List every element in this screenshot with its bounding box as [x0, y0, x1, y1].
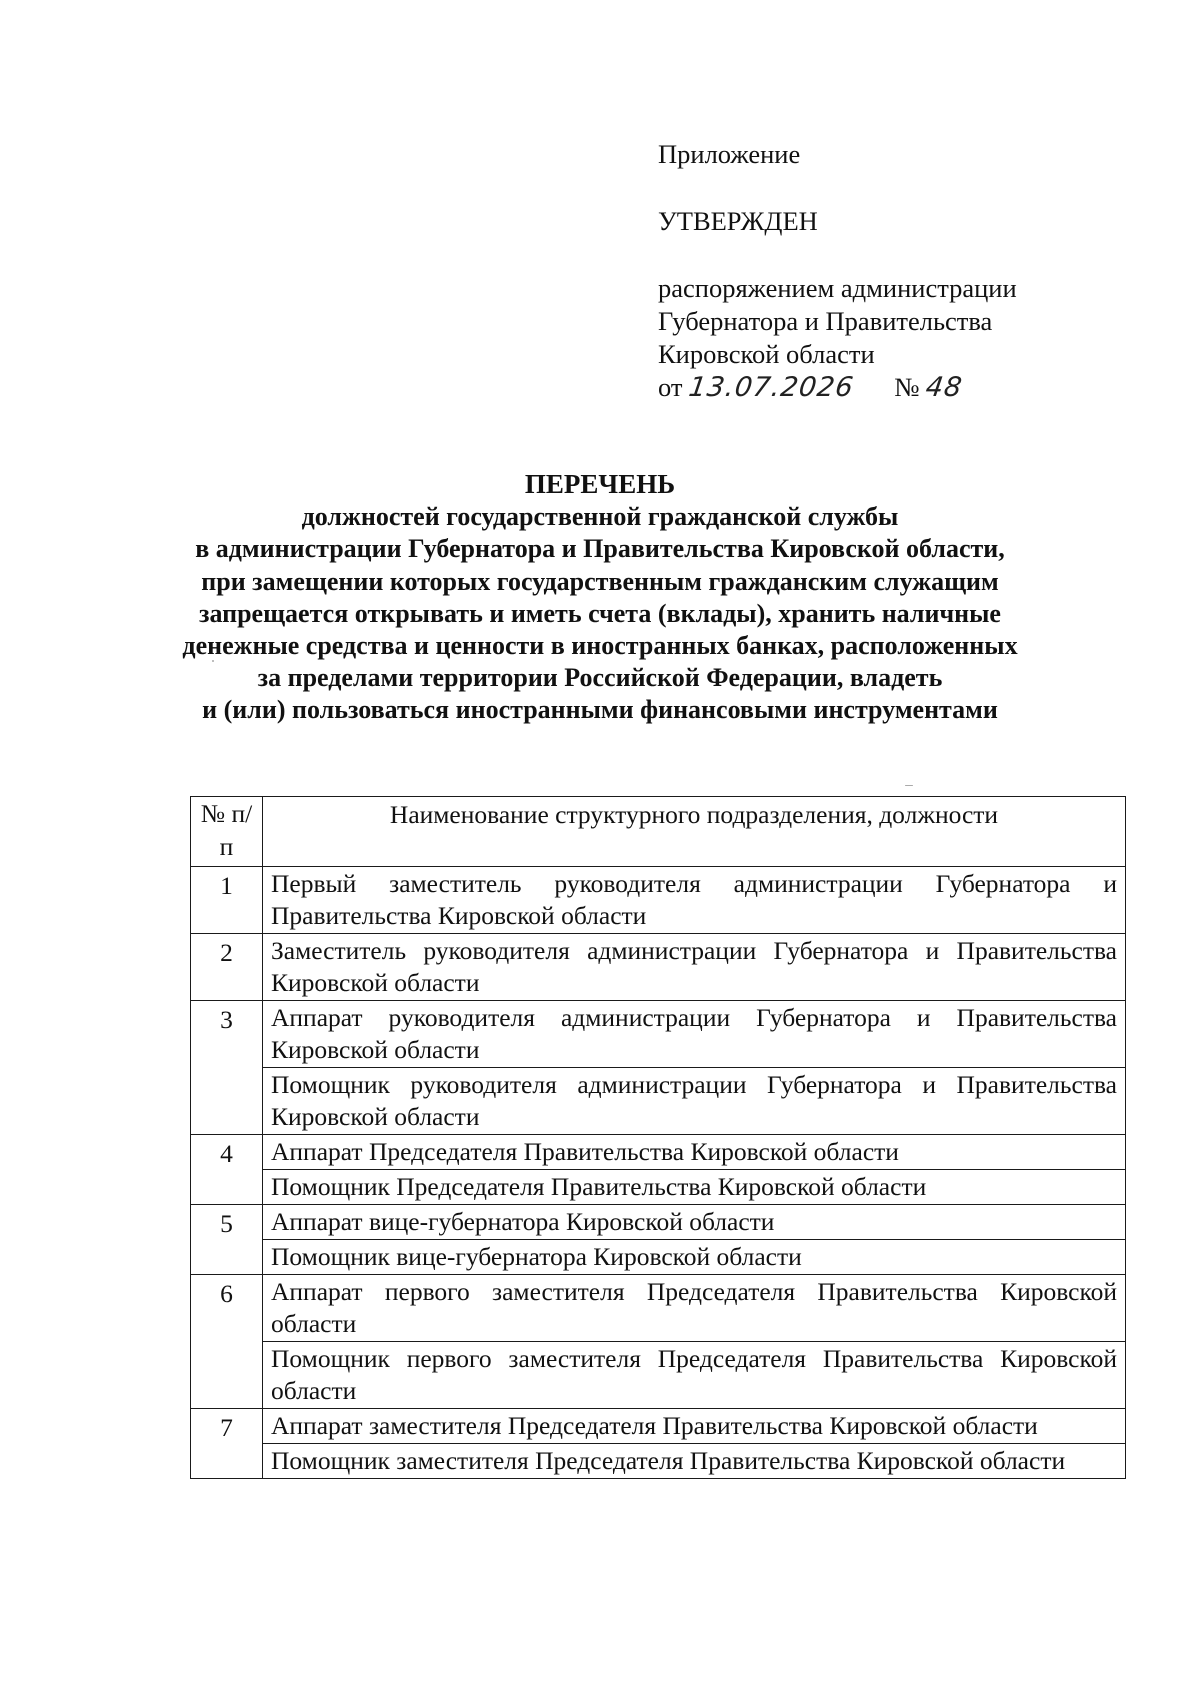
order-date-line [658, 371, 1158, 404]
table-header-row [191, 797, 1126, 867]
position-name: Помощник заместителя Председателя Правительства Кировской области [263, 1444, 1126, 1479]
position-name: Заместитель руководителя администрации Губернатора и Правительства Кировской области [263, 934, 1126, 1001]
position-name: Аппарат заместителя Председателя Правительства Кировской области [263, 1409, 1126, 1444]
row-number: 5 [191, 1205, 263, 1275]
table-row [191, 1342, 1126, 1409]
position-name: Аппарат руководителя администрации Губернатора и Правительства Кировской области [263, 1001, 1126, 1068]
table-row [191, 1444, 1126, 1479]
header-num: № п/п [191, 797, 263, 867]
table-row [191, 1001, 1126, 1068]
title-line-2: в администрации Губернатора и Правительства Кировской области, [195, 534, 1005, 564]
header-name: Наименование структурного подразделения, должности [263, 797, 1126, 867]
table-row [191, 1068, 1126, 1135]
scan-speck [905, 785, 913, 786]
order-line-2: Губернатора и Правительства [658, 306, 993, 336]
number-sign: № [894, 372, 920, 402]
table-row [191, 1170, 1126, 1205]
document-title [150, 468, 1050, 727]
order-line-3: Кировской области [658, 339, 875, 369]
row-number: 7 [191, 1409, 263, 1479]
row-number: 6 [191, 1275, 263, 1409]
title-line-5: денежные средства и ценности в иностранных банках, расположенных [182, 631, 1018, 661]
handwritten-date: 13.07.2026 [686, 372, 856, 403]
position-name: Аппарат вице-губернатора Кировской области [263, 1205, 1126, 1240]
approved-label: УТВЕРЖДЕН [658, 206, 818, 236]
title-line-1: должностей государственной гражданской службы [301, 502, 899, 532]
order-line-1: распоряжением администрации [658, 273, 1017, 303]
scan-speck [212, 660, 214, 662]
table-row [191, 934, 1126, 1001]
handwritten-number: 48 [924, 372, 965, 403]
table-row [191, 1240, 1126, 1275]
position-name: Аппарат первого заместителя Председателя Правительства Кировской области [263, 1275, 1126, 1342]
position-name: Первый заместитель руководителя администрации Губернатора и Правительства Кировской области [263, 867, 1126, 934]
table-row [191, 1205, 1126, 1240]
position-name: Помощник первого заместителя Председателя Правительства Кировской области [263, 1342, 1126, 1409]
row-number: 4 [191, 1135, 263, 1205]
title-line-3: при замещении которых государственным гражданским служащим [201, 566, 999, 596]
table-body [191, 867, 1126, 1479]
table-row [191, 1409, 1126, 1444]
position-name: Аппарат Председателя Правительства Кировской области [263, 1135, 1126, 1170]
row-number: 3 [191, 1001, 263, 1135]
row-number: 2 [191, 934, 263, 1001]
title-main: ПЕРЕЧЕНЬ [524, 469, 676, 499]
title-line-6: за пределами территории Российской Федерации, владеть [257, 663, 943, 693]
table-row [191, 1135, 1126, 1170]
table-row [191, 867, 1126, 934]
approval-stamp-block [658, 138, 1158, 404]
table-row [191, 1275, 1126, 1342]
row-number: 1 [191, 867, 263, 934]
date-prefix: от [658, 372, 683, 402]
appendix-label: Приложение [658, 139, 801, 169]
position-name: Помощник руководителя администрации Губернатора и Правительства Кировской области [263, 1068, 1126, 1135]
positions-table [190, 796, 1126, 1479]
position-name: Помощник вице-губернатора Кировской области [263, 1240, 1126, 1275]
title-line-7: и (или) пользоваться иностранными финансовыми инструментами [202, 695, 998, 725]
position-name: Помощник Председателя Правительства Кировской области [263, 1170, 1126, 1205]
title-line-4: запрещается открывать и иметь счета (вклады), хранить наличные [199, 598, 1001, 628]
